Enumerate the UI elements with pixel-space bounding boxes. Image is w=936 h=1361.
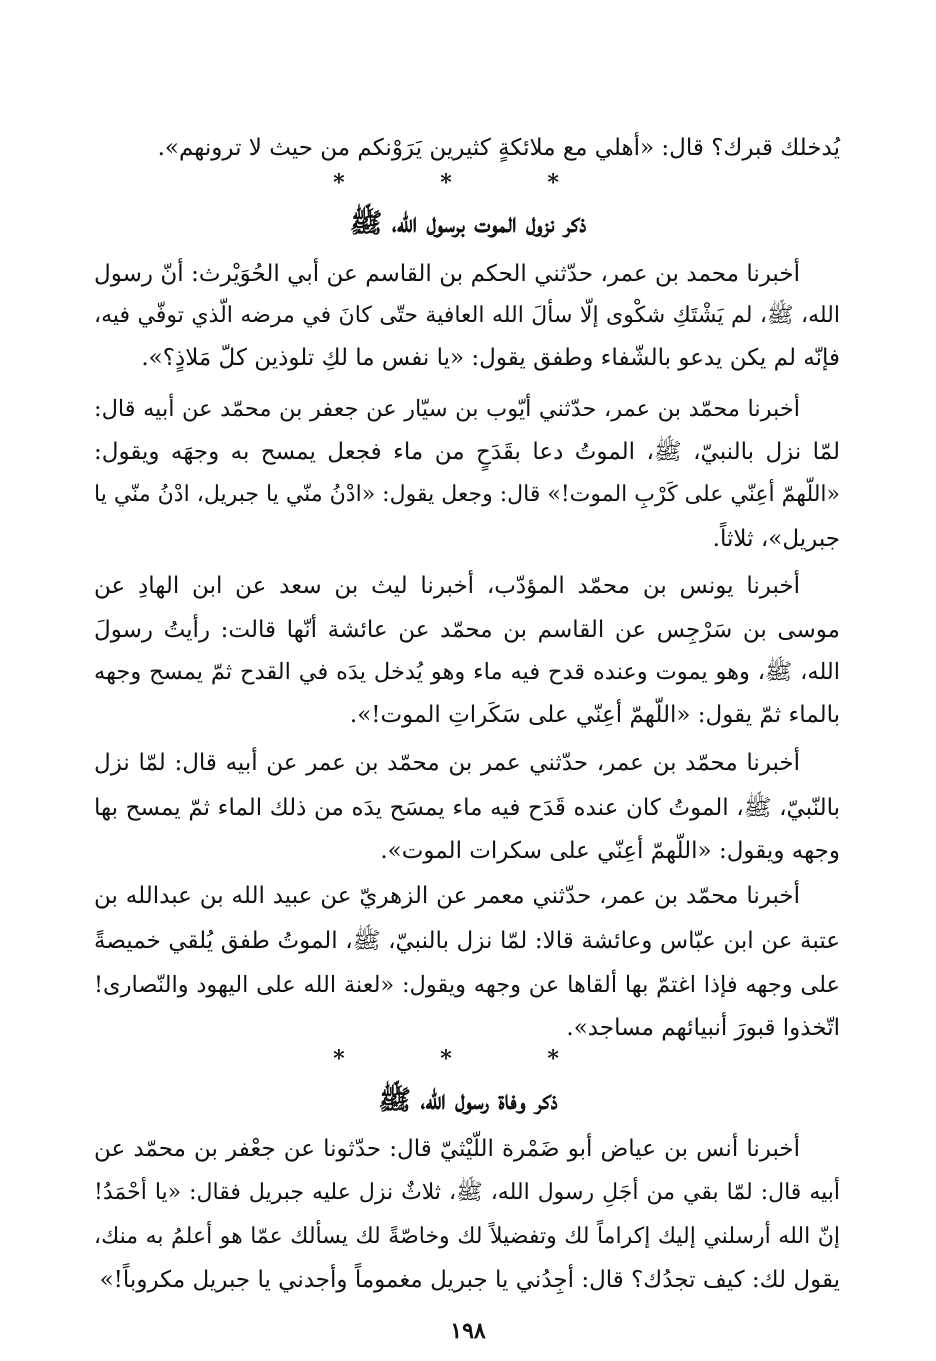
section-separator: * * * [333, 1046, 603, 1072]
text-line: على وجهه فإذا اغتمّ بها ألقاها عن وجهه ويقول: «لعنة الله على اليهود والنّصارى! [94, 972, 840, 998]
text-line: لمّا نزل بالنبيّ، ﷺ، الموتُ دعا بقَدَحٍ من ماء فجعل يمسح به وجهَه ويقول: [94, 439, 840, 465]
section-separator: * * * [333, 170, 603, 196]
text-line: اتّخذوا قبورَ أنبيائهم مساجد». [566, 1015, 840, 1041]
text-line: فإنّه لم يكن يدعو بالشّفاء وطفق يقول: «يا نفس ما لكِ تلوذين كلّ مَلاذٍ؟». [141, 345, 840, 371]
text-line: أخبرنا محمد بن عمر، حدّثني الحكم بن القاسم عن أبي الحُوَيْرث: أنّ رسول [94, 261, 800, 287]
text-line: الله، ﷺ، وهو يموت وعنده قدح فيه ماء وهو يُدخل يدَه في القدح ثمّ يمسح وجهه [94, 659, 840, 685]
text-line: بالنّبيّ، ﷺ، الموتُ كان عنده قَدَح فيه ماء يمسَح يدَه من ذلك الماء ثمّ يمسح بها [94, 795, 840, 821]
text-line: بالماء ثمّ يقول: «اللّهمّ أعِنّي على سَكَراتِ الموت!». [349, 702, 840, 728]
text-line: أبيه قال: لمّا بقي من أجَلِ رسول الله، ﷺ، ثلاثٌ نزل عليه جبريل فقال: «يا أحْمَدُ! [94, 1180, 840, 1205]
text-line: عتبة عن ابن عبّاس وعائشة قالا: لمّا نزل بالنبيّ، ﷺ، الموتُ طفق يُلقي خميصةً [94, 928, 840, 954]
text-line: يقول لك: كيف تجدُك؟ قال: أجِدُني يا جبريل مغموماً وأجدني يا جبريل مكروباً!» [99, 1267, 840, 1293]
text-line: أخبرنا أنس بن عياض أبو ضَمْرة اللّيْثيّ قال: حدّثونا عن جعْفر بن محمّد عن [94, 1136, 800, 1162]
text-line: الله، ﷺ، لم يَشْتَكِ شكْوى إلّا سألَ الله العافية حتّى كانَ في مرضه الّذي توفّي فيه، [94, 303, 840, 328]
text-line: إنّ الله أرسلني إليك إكراماً لك وتفضيلاً لك وخاصّةً لك يسألك عمّا هو أعلمُ به منك، [94, 1224, 840, 1249]
text-line: يُدخلك قبرك؟ قال: «أهلي مع ملائكةٍ كثيرين يَرَوْنكم من حيث لا ترونهم». [157, 135, 840, 161]
page-number: ١٩٨ [450, 1318, 486, 1344]
text-line: أخبرنا محمّد بن عمر، حدّثني أيّوب بن سيّار عن جعفر بن محمّد عن أبيه قال: [94, 396, 800, 422]
text-line: وجهه ويقول: «اللّهمّ أعِنّي على سكرات الموت». [380, 838, 840, 864]
text-line: أخبرنا محمّد بن عمر، حدّثني معمر عن الزهريّ عن عبيد الله بن عبدالله بن [94, 883, 800, 909]
text-line: أخبرنا محمّد بن عمر، حدّثني عمر بن محمّد بن عمر عن أبيه قال: لمّا نزل [94, 750, 800, 776]
section-heading: ذكر نزول الموت برسول الله، ﷺ [349, 208, 587, 239]
text-line: أخبرنا يونس بن محمّد المؤدّب، أخبرنا ليث بن سعد عن ابن الهادِ عن [94, 573, 800, 599]
text-line: جبريل»، ثلاثاً. [712, 526, 840, 552]
text-line: «اللّهمّ أعِنّي على كَرْبِ الموت!» قال: وجعل يقول: «ادْنُ منّي يا جبريل، ادْنُ منّي يا [94, 482, 840, 507]
text-line: موسى بن سَرْجِس عن القاسم بن محمّد عن عائشة أنّها قالت: رأيتُ رسولَ [94, 617, 840, 643]
section-heading: ذكر وفاة رسول الله، ﷺ [378, 1085, 558, 1116]
